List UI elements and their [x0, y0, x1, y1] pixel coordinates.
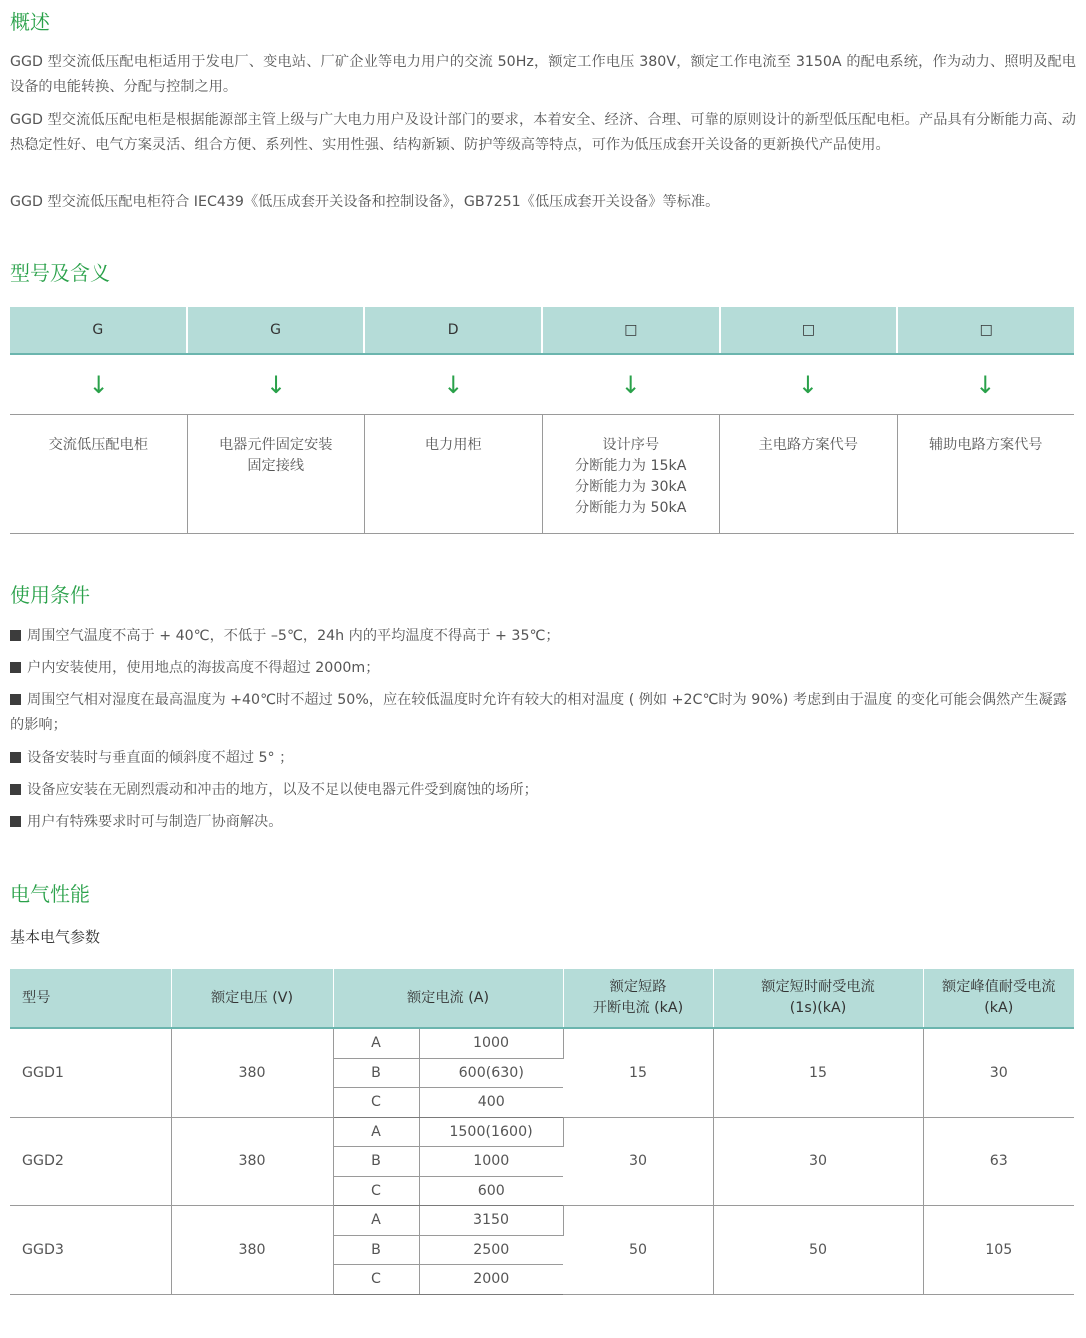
header-line: 额定短时耐受电流	[761, 979, 875, 995]
model-meaning	[720, 415, 898, 533]
header-line: (1s)(kA)	[789, 1000, 847, 1016]
cell-grade: C	[333, 1088, 419, 1118]
bullet-square-icon	[10, 694, 21, 705]
cell-current: 1000	[419, 1028, 563, 1058]
condition-text: 户内安装使用，使用地点的海拔高度不得超过 2000m；	[27, 660, 380, 676]
meaning-line: 辅助电路方案代号	[928, 437, 1043, 453]
conditions-title: 使用条件	[10, 583, 90, 607]
cell-current: 1500(1600)	[419, 1117, 563, 1147]
cell-voltage: 380	[171, 1117, 333, 1206]
condition-item	[10, 624, 1076, 649]
meaning-line: 分断能力为 50kA	[575, 500, 687, 516]
model-code: □	[543, 307, 721, 353]
overview-title: 概述	[10, 10, 50, 34]
cell-grade: B	[333, 1058, 419, 1088]
arrow-down-icon: ↓	[797, 370, 819, 399]
model-code: G	[188, 307, 366, 353]
cell-current: 2500	[419, 1235, 563, 1265]
overview-paragraph: GGD 型交流低压配电柜是根据能源部主管上级与广大电力用户及设计部门的要求，本着安全、经济、合理、可靠的原则设计的新型低压配电柜。产品具有分断能力高、动热稳定性好、电气方案灵活、组合方便、系列性、实用性强、结构新颖、防护等级高等特点，可作为低压成套开关设备的更新换代产品使用。	[10, 112, 1076, 153]
bullet-square-icon	[10, 784, 21, 795]
meaning-line: 设计序号	[602, 437, 660, 453]
overview-paragraph: GGD 型交流低压配电柜符合 IEC439《低压成套开关设备和控制设备》，GB7251《低压成套开关设备》等标准。	[10, 194, 720, 210]
cell-current: 400	[419, 1088, 563, 1118]
meaning-line: 电力用柜	[424, 437, 482, 453]
model-meaning	[543, 415, 721, 533]
electrical-title: 电气性能	[10, 882, 90, 906]
cell-current: 2000	[419, 1265, 563, 1295]
arrow-down-icon: ↓	[620, 370, 641, 399]
cell-grade: A	[333, 1028, 419, 1058]
model-meaning	[10, 415, 188, 533]
meaning-line: 固定接线	[247, 458, 305, 474]
meaning-line: 交流低压配电柜	[48, 437, 148, 453]
cell-model: GGD1	[10, 1028, 171, 1117]
cell-breaking: 15	[563, 1028, 713, 1117]
cell-grade: B	[333, 1147, 419, 1177]
header-line: 额定峰值耐受电流	[942, 979, 1056, 995]
condition-text: 设备安装时与垂直面的倾斜度不超过 5° ；	[27, 750, 294, 766]
cell-current: 1000	[419, 1147, 563, 1177]
cell-peak: 30	[923, 1028, 1074, 1117]
cell-short-time: 15	[713, 1028, 923, 1117]
meaning-line: 电器元件固定安装	[218, 437, 333, 453]
overview-paragraph: GGD 型交流低压配电柜适用于发电厂、变电站、厂矿企业等电力用户的交流 50Hz，额定工作电压 380V，额定工作电流至 3150A 的配电系统，作为动力、照明及配电设备的电能转换、分配与控制之用。	[10, 54, 1076, 95]
header-peak	[923, 969, 1074, 1028]
header-line: (kA)	[984, 1000, 1014, 1016]
header-short-time	[713, 969, 923, 1028]
condition-text: 周围空气温度不高于 + 40℃，不低于 –5℃，24h 内的平均温度不得高于 + 35℃；	[27, 628, 560, 644]
condition-text: 设备应安装在无剧烈震动和冲击的地方，以及不足以使电器元件受到腐蚀的场所；	[27, 782, 538, 798]
condition-item	[10, 746, 1076, 771]
header-voltage: 额定电压 (V)	[171, 969, 333, 1028]
table-row	[10, 1117, 1074, 1147]
model-meaning	[898, 415, 1075, 533]
header-model: 型号	[10, 969, 171, 1028]
model-code: □	[721, 307, 899, 353]
cell-current: 3150	[419, 1206, 563, 1236]
table-row	[10, 1206, 1074, 1236]
cell-short-time: 50	[713, 1206, 923, 1295]
cell-grade: C	[333, 1176, 419, 1206]
model-meaning	[365, 415, 543, 533]
model-code: D	[365, 307, 543, 353]
model-meaning	[188, 415, 366, 533]
meaning-line: 分断能力为 15kA	[575, 458, 687, 474]
cell-short-time: 30	[713, 1117, 923, 1206]
arrow-down-icon: ↓	[265, 370, 287, 399]
meaning-line: 主电路方案代号	[758, 437, 858, 453]
arrow-down-icon: ↓	[88, 370, 109, 399]
header-current: 额定电流 (A)	[333, 969, 563, 1028]
header-breaking	[563, 969, 713, 1028]
cell-current: 600	[419, 1176, 563, 1206]
condition-text: 周围空气相对湿度在最高温度为 +40℃时不超过 50%，应在较低温度时允许有较大的相对温度 ( 例如 +2C℃时为 90%) 考虑到由于温度 的变化可能会偶然产生凝露的影响；	[10, 692, 1067, 733]
cell-grade: C	[333, 1265, 419, 1295]
cell-voltage: 380	[171, 1028, 333, 1117]
cell-peak: 105	[923, 1206, 1074, 1295]
bullet-square-icon	[10, 630, 21, 641]
meaning-line: 分断能力为 30kA	[575, 479, 687, 495]
model-arrow-row	[10, 355, 1074, 415]
cell-voltage: 380	[171, 1206, 333, 1295]
model-code: G	[10, 307, 188, 353]
bullet-square-icon	[10, 752, 21, 763]
bullet-square-icon	[10, 662, 21, 673]
arrow-down-icon: ↓	[975, 370, 996, 399]
cell-model: GGD3	[10, 1206, 171, 1295]
cell-grade: A	[333, 1206, 419, 1236]
model-code-row	[10, 307, 1074, 355]
model-meaning-row	[10, 415, 1074, 534]
cell-breaking: 30	[563, 1117, 713, 1206]
arrow-down-icon: ↓	[443, 370, 464, 399]
cell-grade: B	[333, 1235, 419, 1265]
cell-current: 600(630)	[419, 1058, 563, 1088]
table-header-row	[10, 969, 1074, 1028]
condition-item	[10, 656, 1076, 681]
condition-item	[10, 688, 1076, 738]
model-code: □	[979, 322, 993, 338]
model-code-table	[10, 307, 1074, 534]
cell-breaking: 50	[563, 1206, 713, 1295]
bullet-square-icon	[10, 816, 21, 827]
electrical-subtitle: 基本电气参数	[10, 928, 101, 946]
cell-peak: 63	[923, 1117, 1074, 1206]
cell-grade: A	[333, 1117, 419, 1147]
electrical-params-table	[10, 969, 1074, 1295]
condition-text: 用户有特殊要求时可与制造厂协商解决。	[27, 814, 283, 830]
header-line: 开断电流 (kA)	[592, 1000, 684, 1016]
model-title: 型号及含义	[10, 261, 110, 285]
condition-item	[10, 778, 1076, 803]
condition-item	[10, 810, 1076, 835]
table-row	[10, 1028, 1074, 1058]
header-line: 额定短路	[609, 979, 667, 995]
cell-model: GGD2	[10, 1117, 171, 1206]
